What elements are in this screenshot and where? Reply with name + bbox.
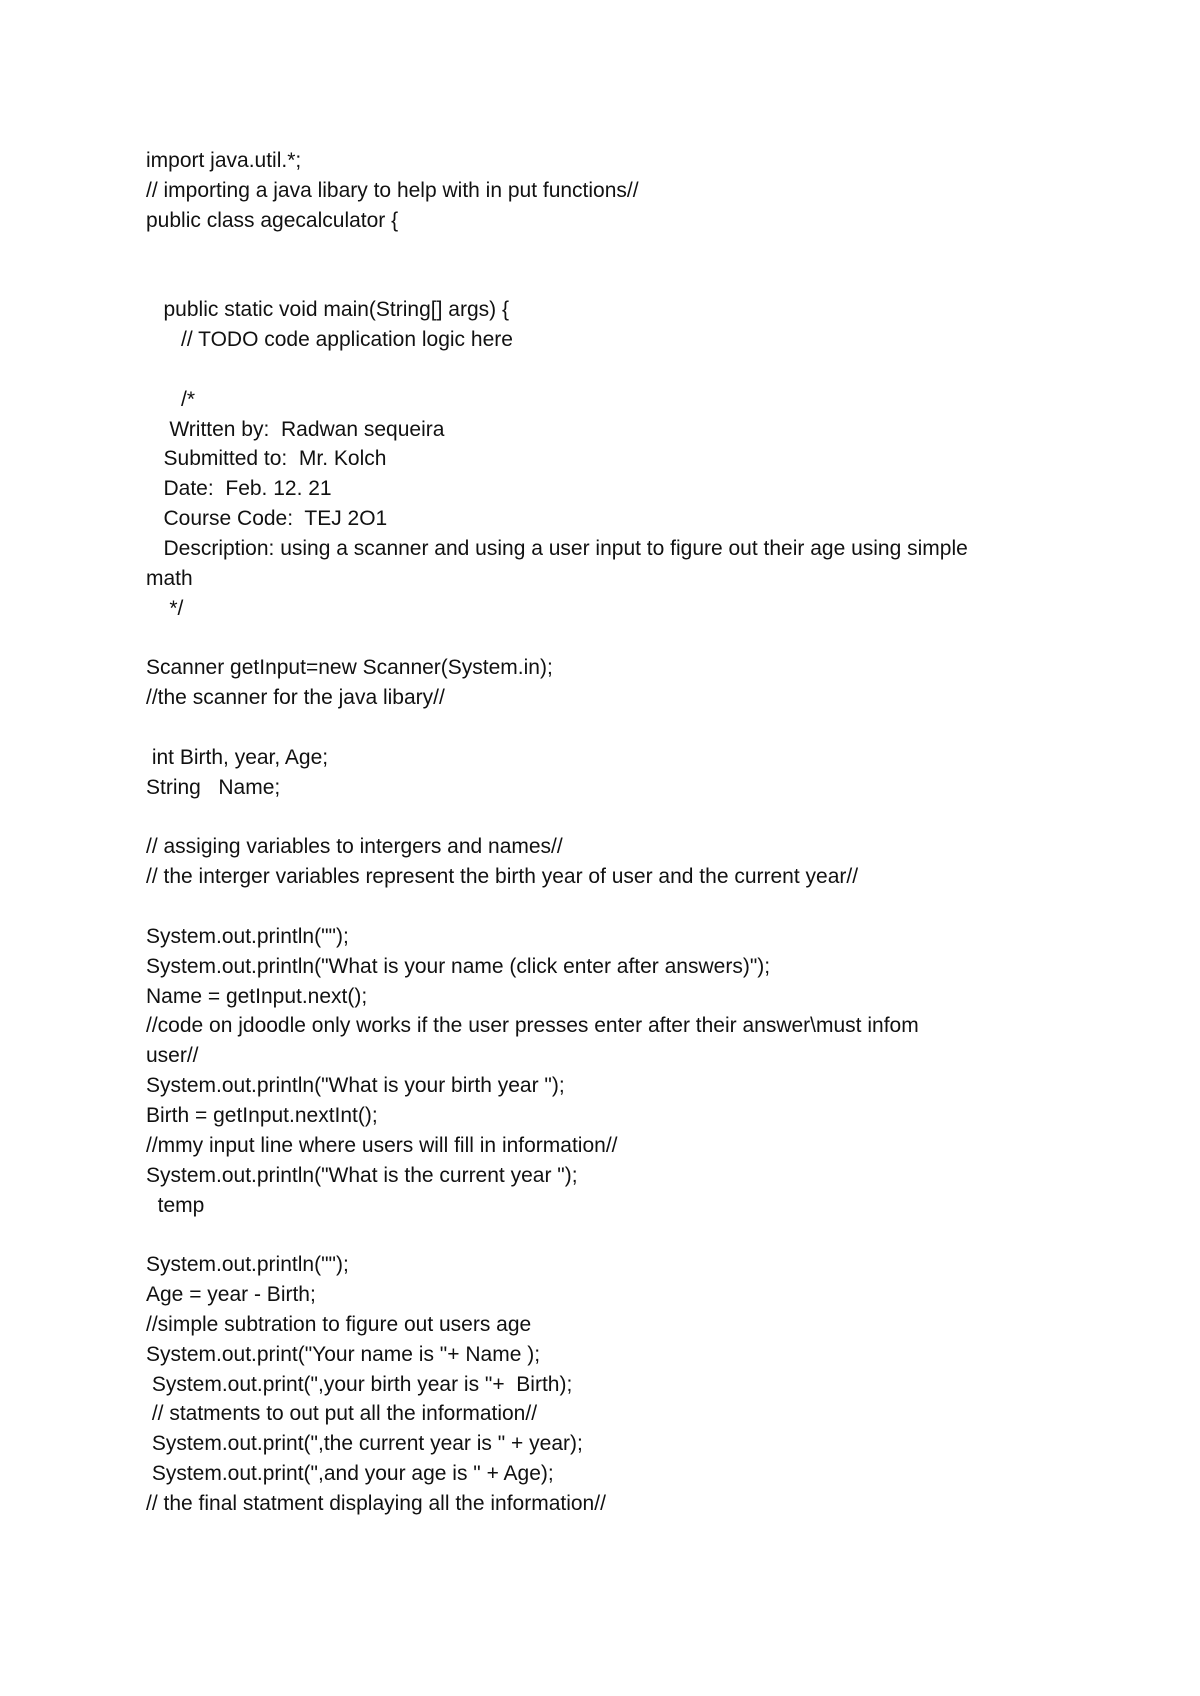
text-line: System.out.println("What is your birth year "); — [146, 1074, 565, 1098]
text-line: Birth = getInput.nextInt(); — [146, 1104, 378, 1127]
text-line: int Birth, year, Age; — [146, 745, 329, 769]
text-line: //mmy input line where users will fill in information// — [146, 1133, 618, 1157]
text-line: Date: Feb. 12. 21 — [146, 477, 332, 501]
text-line — [146, 236, 1046, 266]
text-line: temp — [146, 1193, 205, 1217]
text-line: //code on jdoodle only works if the user presses enter after their answer\must infom — [146, 1014, 919, 1038]
text-line: System.out.println(""); — [146, 924, 349, 948]
text-line: // the final statment displaying all the information// — [146, 1491, 606, 1515]
text-line — [146, 803, 1046, 833]
text-line — [146, 1220, 1046, 1250]
text-line — [146, 355, 1046, 385]
text-line: math — [146, 566, 193, 590]
text-line: // the interger variables represent the birth year of user and the current year// — [146, 865, 859, 889]
text-line — [146, 713, 1046, 743]
text-line: // assiging variables to intergers and names// — [146, 835, 563, 859]
text-line: public class agecalculator { — [146, 208, 399, 232]
text-line: Scanner getInput=new Scanner(System.in); — [146, 656, 553, 680]
text-line: System.out.print(",the current year is " + year); — [146, 1432, 583, 1456]
text-line: public static void main(String[] args) { — [146, 298, 509, 322]
text-line: Description: using a scanner and using a user input to figure out their age using simple — [146, 536, 968, 560]
text-line: //simple subtration to figure out users age — [146, 1312, 532, 1336]
text-line: String Name; — [146, 775, 281, 799]
text-line: System.out.print("Your name is "+ Name ); — [146, 1342, 541, 1366]
text-line: System.out.print(",and your age is " + Age); — [146, 1462, 554, 1486]
text-line: // TODO code application logic here — [146, 328, 513, 352]
text-line: System.out.println("What is the current year "); — [146, 1163, 578, 1187]
text-line: /* — [146, 387, 196, 411]
text-line: // importing a java libary to help with in put functions// — [146, 178, 639, 202]
text-line: Written by: Radwan sequeira — [146, 417, 445, 441]
text-line: user// — [146, 1044, 199, 1068]
text-line: System.out.println(""); — [146, 1253, 349, 1277]
text-line: Course Code: TEJ 2O1 — [146, 507, 388, 531]
text-line: import java.util.*; — [146, 149, 302, 172]
text-line: Submitted to: Mr. Kolch — [146, 447, 387, 471]
text-line: */ — [146, 596, 184, 620]
text-line: System.out.println("What is your name (click enter after answers)"); — [146, 954, 771, 978]
text-line: //the scanner for the java libary// — [146, 686, 445, 710]
document-body — [146, 146, 1046, 1519]
text-line: Name = getInput.next(); — [146, 984, 368, 1008]
text-line — [146, 892, 1046, 922]
text-line: Age = year - Birth; — [146, 1283, 316, 1307]
text-line — [146, 265, 1046, 295]
text-line — [146, 624, 1046, 654]
text-line: // statments to out put all the information// — [146, 1402, 538, 1426]
text-line: System.out.print(",your birth year is "+ Birth); — [146, 1372, 573, 1396]
